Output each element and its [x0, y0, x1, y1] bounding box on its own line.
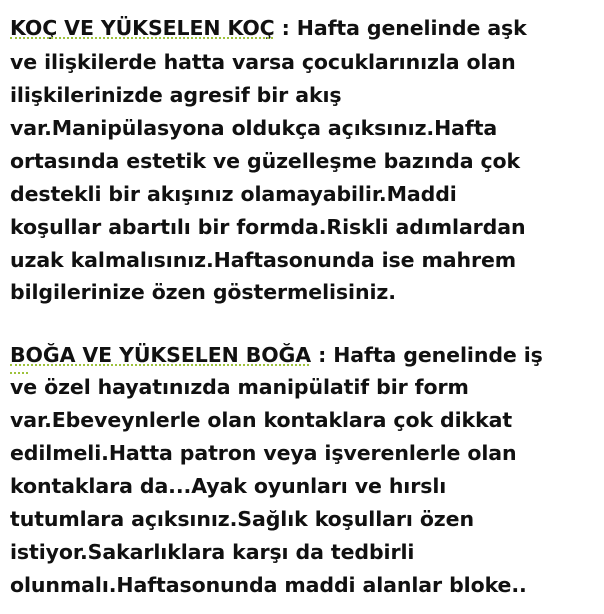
section-koc-line: bilgilerinize özen göstermelisiniz.: [10, 280, 396, 304]
section-boga-line: istiyor.Sakarlıklara karşı da tedbirli: [10, 540, 415, 564]
section-koc-line: var.Manipülasyona oldukça açıksınız.Hafta: [10, 116, 498, 140]
section-boga-line: tutumlara açıksınız.Sağlık koşulları özen: [10, 507, 474, 531]
section-boga-first-line-text: : Hafta genelinde iş: [311, 343, 543, 367]
section-koc-line: ortasında estetik ve güzelleşme bazında çok: [10, 149, 521, 173]
section-koc-line: destekli bir akışınız olamayabilir.Maddi: [10, 182, 457, 206]
section-koc-line: koşullar abartılı bir formda.Riskli adımlardan: [10, 215, 526, 239]
section-koc-line: ve ilişkilerde hatta varsa çocuklarınızla olan: [10, 50, 516, 74]
section-boga-line: olunmalı.Haftasonunda maddi alanlar bloke..: [10, 573, 527, 597]
section-boga-line: edilmeli.Hatta patron veya işverenlerle olan: [10, 441, 517, 465]
section-koc-first-line: [10, 13, 527, 43]
section-koc-heading: KOÇ VE YÜKSELEN KOÇ: [10, 16, 275, 40]
section-koc-line: uzak kalmalısınız.Haftasonunda ise mahrem: [10, 248, 517, 272]
section-boga-line: ve özel hayatınızda manipülatif bir form: [10, 375, 469, 399]
section-boga-first-line: [10, 340, 543, 370]
section-koc-line: ilişkilerinizde agresif bir akış: [10, 83, 342, 107]
section-boga-heading: BOĞA VE YÜKSELEN BOĞA: [10, 343, 312, 367]
section-boga-line: kontaklara da...Ayak oyunları ve hırslı: [10, 474, 447, 498]
section-boga-line: var.Ebeveynlerle olan kontaklara çok dikkat: [10, 408, 513, 432]
section-koc-first-line-text: : Hafta genelinde aşk: [274, 16, 527, 40]
